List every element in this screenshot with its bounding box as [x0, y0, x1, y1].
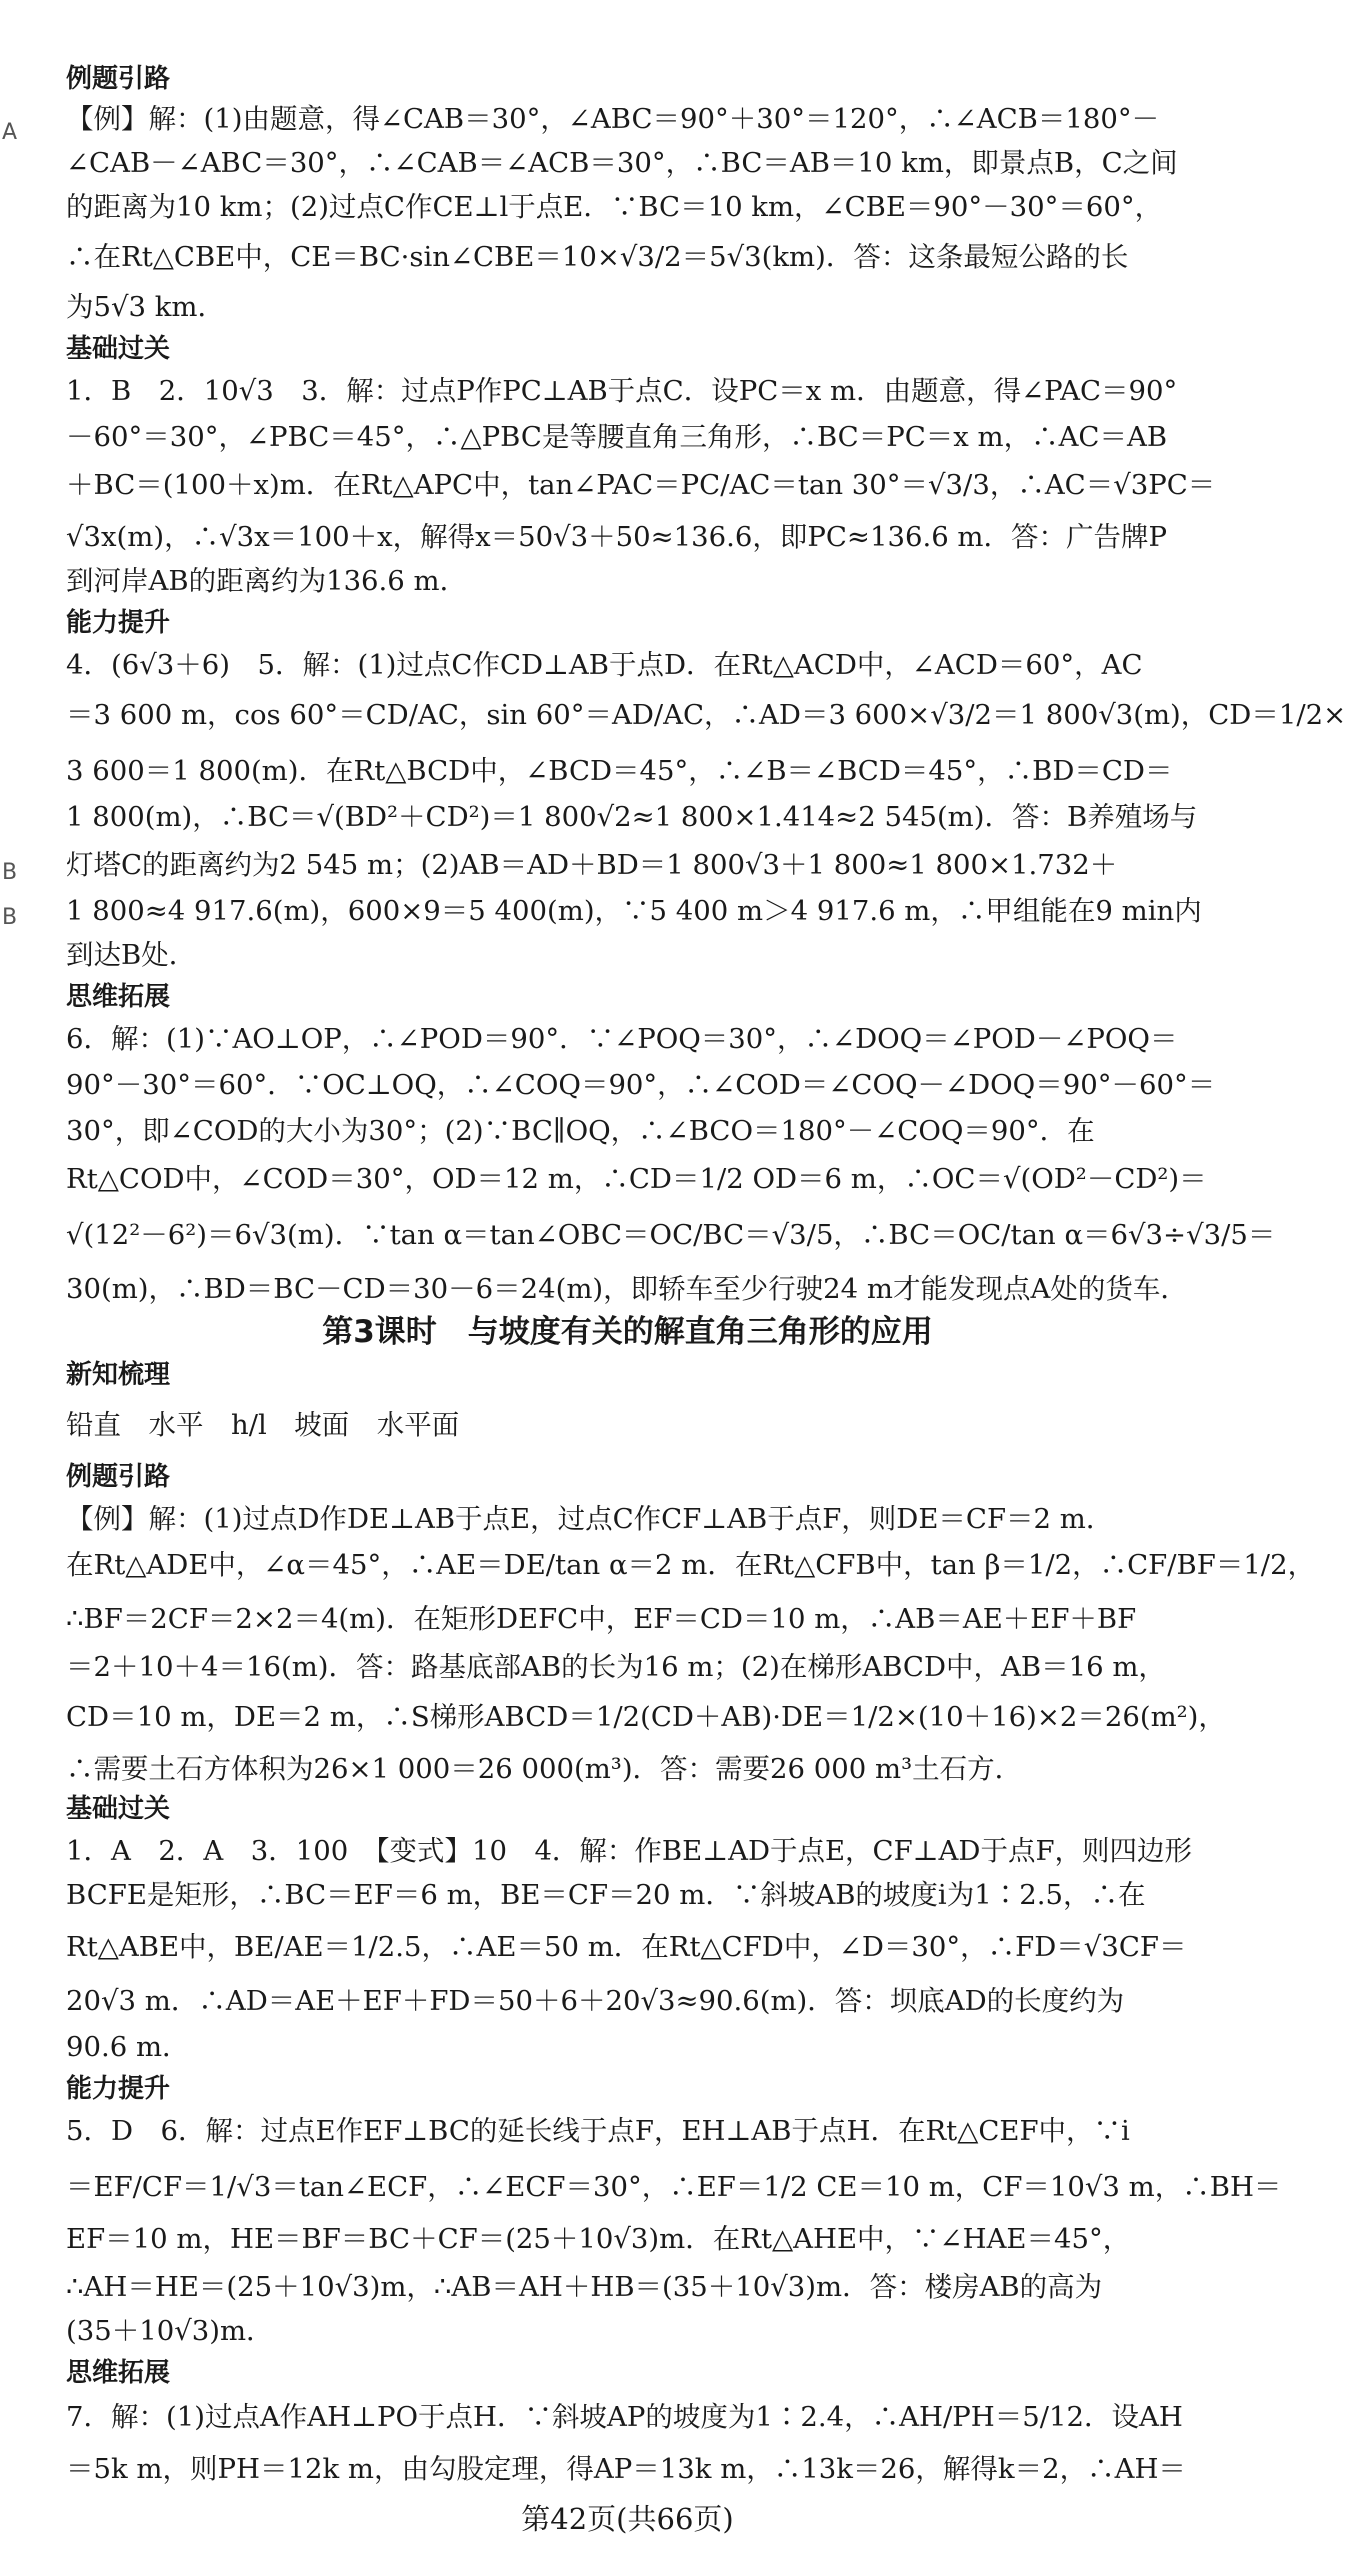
text-line: 6．解：(1)∵AO⊥OP，∴∠POD＝90°．∵∠POQ＝30°，∴∠DOQ＝∠POD－∠POQ＝: [66, 1023, 1178, 1055]
page-number: 第42页(共66页): [521, 2502, 734, 2536]
text-line: 【例】解：(1)过点D作DE⊥AB于点E，过点C作CF⊥AB于点F，则DE＝CF＝2 m．: [66, 1503, 1114, 1535]
text-line: 90°－30°＝60°．∵OC⊥OQ，∴∠COQ＝90°，∴∠COD＝∠COQ－∠DOQ＝90°－60°＝: [66, 1069, 1216, 1101]
text-line: 30(m)，∴BD＝BC－CD＝30－6＝24(m)，即轿车至少行驶24 m才能发现点A处的货车．: [66, 1273, 1188, 1305]
text-line: Rt△COD中，∠COD＝30°，OD＝12 m，∴CD＝1/2 OD＝6 m，∴OC＝√(OD²－CD²)＝: [66, 1163, 1207, 1195]
section-heading: 新知梳理: [66, 1360, 171, 1390]
text-line: 1．B 2．10√3 3．解：过点P作PC⊥AB于点C．设PC＝x m．由题意，得∠PAC＝90°: [66, 375, 1178, 407]
text-line: 4．(6√3＋6) 5．解：(1)过点C作CD⊥AB于点D．在Rt△ACD中，∠ACD＝60°，AC: [66, 649, 1143, 681]
text-line: EF＝10 m，HE＝BF＝BC＋CF＝(25＋10√3)m．在Rt△AHE中，∵∠HAE＝45°，: [66, 2223, 1131, 2255]
margin-mark: A: [2, 120, 18, 145]
section-heading: 基础过关: [66, 334, 171, 364]
section-heading: 基础过关: [66, 1794, 171, 1824]
text-line: 的距离为10 km；(2)过点C作CE⊥l于点E．∵BC＝10 km，∠CBE＝90°－30°＝60°，: [66, 191, 1163, 223]
section-heading: 例题引路: [66, 64, 171, 94]
text-line: ∴AH＝HE＝(25＋10√3)m，∴AB＝AH＋HB＝(35＋10√3)m．答：楼房AB的高为: [66, 2271, 1103, 2303]
text-line: 90.6 m．: [66, 2031, 190, 2063]
text-line: √(12²－6²)＝6√3(m)．∵tan α＝tan∠OBC＝OC/BC＝√3/5，∴BC＝OC/tan α＝6√3÷√3/5＝: [66, 1219, 1276, 1251]
text-line: ＋BC＝(100＋x)m．在Rt△APC中，tan∠PAC＝PC/AC＝tan 30°＝√3/3，∴AC＝√3PC＝: [66, 469, 1216, 501]
text-line: 5．D 6．解：过点E作EF⊥BC的延长线于点F，EH⊥AB于点H．在Rt△CEF中，∵i: [66, 2115, 1130, 2147]
text-line: ∴需要土石方体积为26×1 000＝26 000(m³)．答：需要26 000 m³土石方．: [66, 1753, 1023, 1785]
text-line: 1 800(m)，∴BC＝√(BD²＋CD²)＝1 800√2≈1 800×1.414≈2 545(m)．答：B养殖场与: [66, 801, 1198, 833]
text-line: 到达B处．: [66, 939, 197, 971]
section-heading: 思维拓展: [66, 982, 171, 1012]
text-line: 铅直 水平 h/l 坡面 水平面: [66, 1409, 460, 1441]
text-line: 1．A 2．A 3．100 【变式】10 4．解：作BE⊥AD于点E，CF⊥AD于点F，则四边形: [66, 1835, 1193, 1867]
section-heading: 能力提升: [66, 608, 171, 638]
section-heading: 思维拓展: [66, 2358, 171, 2388]
section-heading: 例题引路: [66, 1462, 171, 1492]
text-line: 【例】解：(1)由题意，得∠CAB＝30°，∠ABC＝90°＋30°＝120°，∴∠ACB＝180°－: [66, 103, 1160, 135]
text-line: ∴在Rt△CBE中，CE＝BC·sin∠CBE＝10×√3/2＝5√3(km)．答：这条最短公路的长: [66, 241, 1129, 273]
text-line: 20√3 m．∴AD＝AE＋EF＋FD＝50＋6＋20√3≈90.6(m)．答：坝底AD的长度约为: [66, 1985, 1125, 2017]
text-line: (35＋10√3)m．: [66, 2315, 274, 2347]
section-heading: 能力提升: [66, 2074, 171, 2104]
text-line: －60°＝30°，∠PBC＝45°，∴△PBC是等腰直角三角形，∴BC＝PC＝x m，∴AC＝AB: [66, 421, 1168, 453]
text-line: ＝3 600 m，cos 60°＝CD/AC，sin 60°＝AD/AC，∴AD＝3 600×√3/2＝1 800√3(m)，CD＝1/2×: [66, 699, 1346, 731]
text-line: 7．解：(1)过点A作AH⊥PO于点H．∵斜坡AP的坡度为1∶2.4，∴AH/PH＝5/12．设AH: [66, 2401, 1183, 2433]
lesson-title: 第3课时 与坡度有关的解直角三角形的应用: [322, 1314, 933, 1350]
text-line: 3 600＝1 800(m)．在Rt△BCD中，∠BCD＝45°，∴∠B＝∠BCD＝45°，∴BD＝CD＝: [66, 755, 1173, 787]
text-line: ＝2＋10＋4＝16(m)．答：路基底部AB的长为16 m；(2)在梯形ABCD中，AB＝16 m，: [66, 1651, 1166, 1683]
text-line: 为5√3 km．: [66, 291, 225, 323]
text-line: 1 800≈4 917.6(m)，600×9＝5 400(m)，∵5 400 m＞4 917.6 m，∴甲组能在9 min内: [66, 895, 1202, 927]
text-line: BCFE是矩形，∴BC＝EF＝6 m，BE＝CF＝20 m．∵斜坡AB的坡度i为1∶2.5，∴在: [66, 1879, 1146, 1911]
text-line: ＝5k m，则PH＝12k m，由勾股定理，得AP＝13k m，∴13k＝26，解得k＝2，∴AH＝: [66, 2453, 1186, 2485]
text-line: ＝EF/CF＝1/√3＝tan∠ECF，∴∠ECF＝30°，∴EF＝1/2 CE＝10 m，CF＝10√3 m，∴BH＝: [66, 2171, 1282, 2203]
text-line: Rt△ABE中，BE/AE＝1/2.5，∴AE＝50 m．在Rt△CFD中，∠D＝30°，∴FD＝√3CF＝: [66, 1931, 1187, 1963]
text-line: √3x(m)，∴√3x＝100＋x，解得x＝50√3＋50≈136.6，即PC≈136.6 m．答：广告牌P: [66, 521, 1168, 553]
margin-mark: B: [2, 860, 18, 885]
margin-mark: B: [2, 905, 18, 930]
text-line: 30°，即∠COD的大小为30°；(2)∵BC∥OQ，∴∠BCO＝180°－∠COQ＝90°．在: [66, 1115, 1095, 1147]
text-line: 灯塔C的距离约为2 545 m；(2)AB＝AD＋BD＝1 800√3＋1 800≈1 800×1.732＋: [66, 849, 1118, 881]
text-line: ∴BF＝2CF＝2×2＝4(m)．在矩形DEFC中，EF＝CD＝10 m，∴AB＝AE＋EF＋BF: [66, 1603, 1137, 1635]
text-line: 在Rt△ADE中，∠α＝45°，∴AE＝DE/tan α＝2 m．在Rt△CFB中，tan β＝1/2，∴CF/BF＝1/2，: [66, 1549, 1316, 1581]
text-line: 到河岸AB的距离约为136.6 m．: [66, 565, 468, 597]
text-line: ∠CAB－∠ABC＝30°，∴∠CAB＝∠ACB＝30°，∴BC＝AB＝10 km，即景点B，C之间: [66, 147, 1178, 179]
text-line: CD＝10 m，DE＝2 m，∴S梯形ABCD＝1/2(CD＋AB)·DE＝1/2×(10＋16)×2＝26(m²)，: [66, 1701, 1226, 1733]
